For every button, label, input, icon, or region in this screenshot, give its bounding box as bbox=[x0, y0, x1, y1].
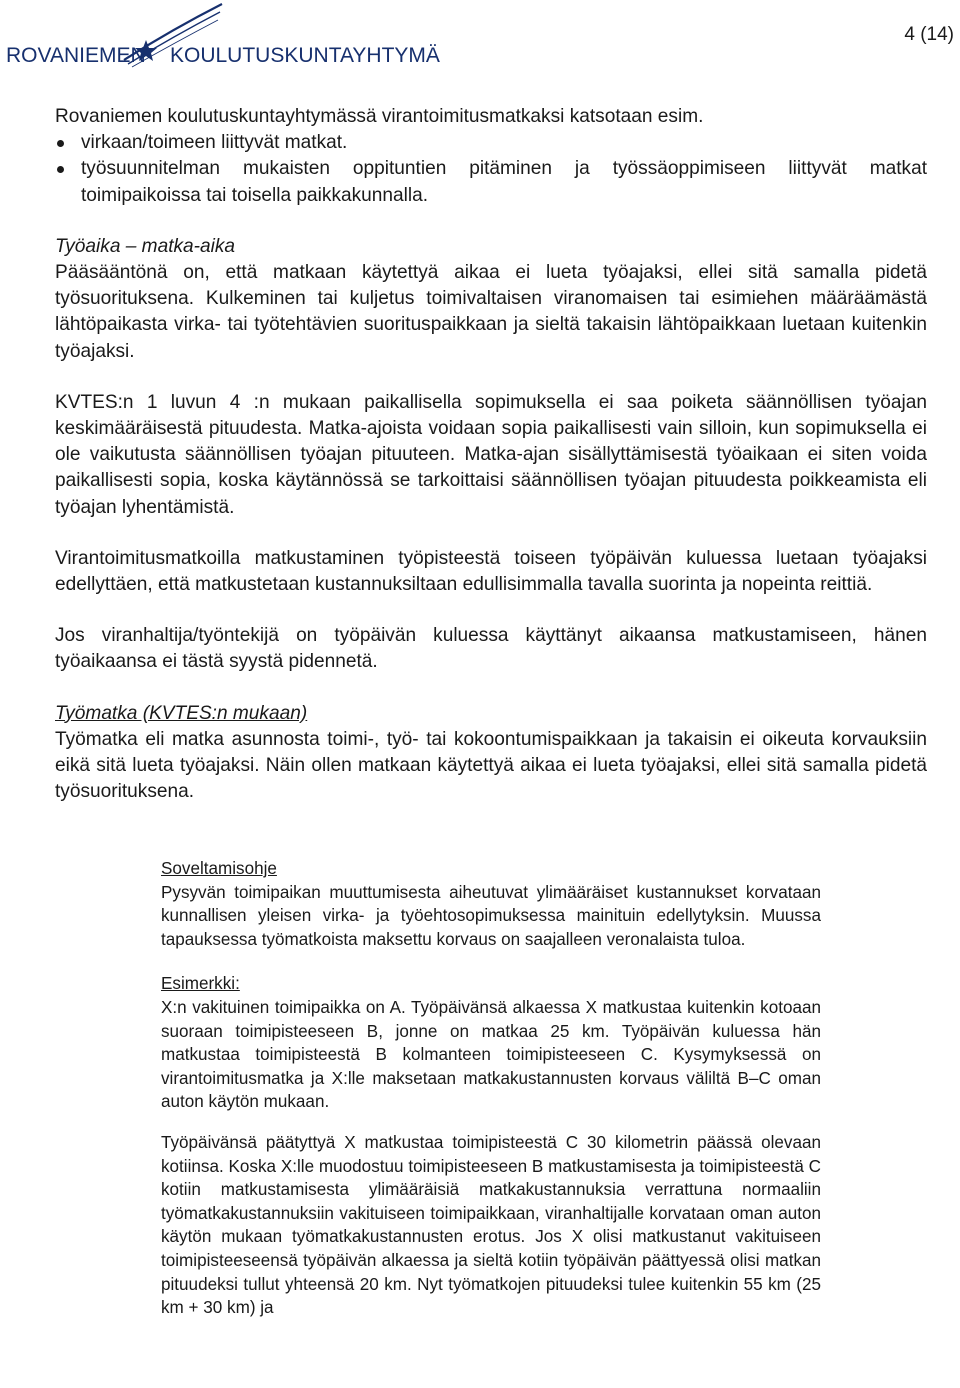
paragraph-jos: Jos viranhaltija/työntekijä on työpäivän kuluessa käyttänyt aikaansa matkustamiseen, hänen työaikaansa ei tästä syystä pidennetä. bbox=[55, 625, 927, 673]
page-number: 4 (14) bbox=[904, 24, 954, 45]
section-heading-tyoaika: Työaika – matka-aika bbox=[55, 235, 236, 257]
logo-word-1: ROVANIEMEN bbox=[6, 44, 146, 67]
section-paragraph-tyomatka: Työmatka eli matka asunnosta toimi-, työ- tai kokoontumispaikkaan ja takaisin ei oikeuta korvauksiin eikä sitä lueta työajaksi. Näin ollen matkaan käytettyä aikaa ei lueta työajaksi, ellei sitä samalla pidetä työsuorituksena. bbox=[55, 728, 927, 803]
logo-graphic bbox=[6, 0, 440, 82]
logo-word-2: KOULUTUSKUNTAYHTYMÄ bbox=[170, 44, 440, 67]
document-body bbox=[55, 104, 927, 805]
paragraph-kvtes: KVTES:n 1 luvun 4 :n mukaan paikallisella sopimuksella ei saa poiketa säännöllisen työajan keskimääräisestä pituudesta. Matka-ajoista voidaan sopia paikallisesti vain silloin, kun sopimuksella ei ole vaikutusta säännöllisen työajan pituuteen. Matka-ajan sisällyttämisestä työaikaan ei siten voida paikallisesti sopia, koska käytännössä se tarkoittaisi säännöllisen työajan pituudesta poikkeamista eli työajan lyhentämistä. bbox=[55, 391, 927, 518]
note-paragraph: Pysyvän toimipaikan muuttumisesta aiheutuvat ylimääräiset kustannukset korvataan kunnallisen yleisen virka- ja työehtosopimuksessa mainituin edellytyksin. Muussa tapauksessa työmatkoista maksettu korvaus on saajalleen veronalaista tuloa. bbox=[161, 882, 821, 949]
note-heading: Soveltamisohje bbox=[161, 859, 277, 878]
section-paragraph-tyoaika: Pääsääntönä on, että matkaan käytettyä aikaa ei lueta työajaksi, ellei sitä samalla pidetä työsuorituksena. Kulkeminen tai kuljetus toimivaltaisen viranomaisen tai esimiehen määräämästä lähtöpaikasta virka- tai työtehtävien suorituspaikkaan ja sieltä takaisin lähtöpaikkaan luetaan kuitenkin työajaksi. bbox=[55, 262, 927, 362]
example-heading: Esimerkki: bbox=[161, 974, 240, 994]
bullet-item: virkaan/toimeen liittyvät matkat. bbox=[55, 130, 927, 156]
section-heading-tyomatka: Työmatka (KVTES:n mukaan) bbox=[55, 702, 308, 724]
example-paragraph-2: Työpäivänsä päätyttyä X matkustaa toimipisteestä C 30 kilometrin päässä olevaan kotiinsa. Koska X:lle muodostuu toimipisteeseen B matkustamisesta ja toimipisteestä C kotiin matkustamisesta ylimääräisiä matkakustannuksia verrattuna normaaliin työmatkakustannuksiin vakituiseen toimipaikkaan, viranhaltijalle korvataan oman auton käytön mukaan työmatkakustannusten erotus. Jos X olisi matkustanut vakituiseen toimipisteeseensä työpäivän alkaessa ja sieltä kotiin työpäivän päättyessä olisi matkan pituudeksi tullut yhteensä 20 km. Nyt työmatkojen pituudeksi tulee kuitenkin 55 km (25 km + 30 km) ja bbox=[161, 1132, 821, 1318]
intro-line: Rovaniemen koulutuskuntayhtymässä virantoimitusmatkaksi katsotaan esim. bbox=[55, 106, 704, 127]
bullet-item: työsuunnitelman mukaisten oppituntien pitäminen ja työssäoppimiseen liittyvät matkat toimipaikoissa tai toisella paikkakunnalla. bbox=[55, 156, 927, 208]
example-paragraph-1: X:n vakituinen toimipaikka on A. Työpäivänsä alkaessa X matkustaa kuitenkin kotoaan suoraan toimipisteeseen B, jonne on matkaa 25 km. Työpäivän kuluessa hän matkustaa toimipisteestä B kolmanteen toimipisteeseen C. Kysymyksessä on virantoimitusmatka ja X:lle maksetaan matkakustannusten korvaus väliltä B–C oman auton käytön mukaan. bbox=[161, 997, 821, 1112]
application-note bbox=[161, 857, 821, 1320]
intro-bullet-list bbox=[55, 130, 927, 209]
paragraph-virantoimitus: Virantoimitusmatkoilla matkustaminen työpisteestä toiseen työpäivän kuluessa luetaan työajaksi edellyttäen, että matkustetaan kustannuksiltaan edullisimmalla tavalla suorinta ja nopeinta reittiä. bbox=[55, 547, 927, 596]
page-header bbox=[0, 0, 960, 90]
organization-logo bbox=[6, 0, 440, 82]
